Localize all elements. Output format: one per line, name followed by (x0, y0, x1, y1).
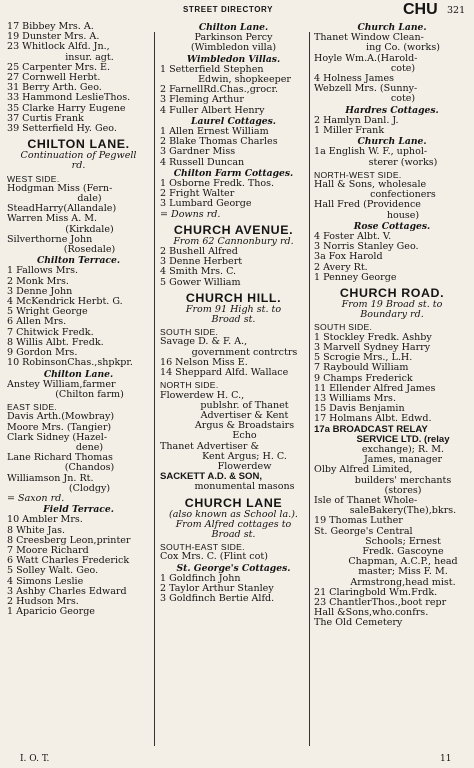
directory-entry: 3 Marvell Sydney Harry (314, 341, 431, 353)
entry-continuation: Kent Argus; H. C. (202, 450, 287, 462)
directory-entry: Hodgman Miss (Fern- (7, 182, 113, 194)
cross-street: = Downs rd. (160, 208, 221, 220)
entry-continuation: James, manager (363, 454, 443, 466)
street-heading: CHILTON LANE. (27, 137, 130, 152)
directory-entry: 2 Hamlyn Danl. J. (314, 114, 399, 126)
entry-continuation: government contrctrs (191, 346, 298, 358)
directory-entry: Hall & Sons, wholesale (314, 179, 427, 191)
centered-entry: Parkinson Percy (194, 32, 273, 44)
directory-entry: 1 Miller Frank (314, 125, 385, 137)
entry-continuation: Fredk. Gascoyne (362, 545, 444, 557)
entry-continuation: master; Miss F. M. (358, 566, 448, 578)
directory-entry: 14 Sheppard Alfd. Wallace (160, 367, 289, 379)
directory-entry: Isle of Thanet Whole- (314, 494, 418, 506)
directory-entry: 3 Gardner Miss (160, 146, 236, 158)
directory-entry: Cox Mrs. C. (Flint cot) (160, 551, 268, 563)
entry-continuation: dene) (75, 441, 104, 453)
street-description: Broad st. (211, 314, 256, 326)
directory-entry: 17 Holmans Albt. Edwd. (314, 413, 432, 425)
directory-entry: 31 Berry Arth. Geo. (7, 82, 102, 94)
page-header (0, 0, 474, 22)
street-heading: CHURCH AVENUE. (173, 222, 294, 237)
section-heading: Wimbledon Villas. (186, 53, 281, 65)
entry-continuation: exchange); R. M. (361, 443, 445, 455)
section-heading: St. George's Cottages. (176, 562, 291, 574)
directory-entry: 1 Goldfinch John (160, 572, 241, 584)
section-heading: Chilton Lane. (198, 22, 269, 33)
entry-continuation: Edwin, shopkeeper (198, 74, 291, 86)
side-label: NORTH-WEST SIDE. (314, 169, 402, 180)
directory-entry: 9 Champs Frederick (314, 372, 413, 384)
advertiser-entry: 17a BROADCAST RELAY (314, 423, 428, 435)
street-description: From 91 High st. to (185, 303, 282, 315)
directory-entry: Lane Richard Thomas (7, 452, 113, 464)
directory-entry: 1a English W. F., uphol- (314, 146, 428, 158)
directory-entry: 1 Setterfield Stephen (160, 63, 264, 75)
directory-entry: 2 Bushell Alfred (160, 246, 238, 258)
directory-entry: 8 White Jas. (7, 524, 66, 536)
centered-entry: (Wimbledon villa) (190, 42, 277, 54)
directory-entry: 3 Ashby Charles Edward (7, 585, 127, 597)
entry-continuation: Schools; Ernest (365, 535, 441, 547)
directory-entry: 35 Clarke Harry Eugene (7, 102, 126, 114)
directory-entry: 7 Chitwick Fredk. (7, 326, 94, 338)
directory-entry: 2 Fright Walter (160, 188, 235, 200)
entry-continuation: confectioners (370, 189, 436, 201)
directory-entry: 1 Penney George (314, 271, 397, 283)
entry-continuation: (Chilton farm) (55, 388, 124, 400)
directory-entry: 6 Allen Mrs. (7, 316, 67, 328)
footer-left-mark: I. O. T. (20, 754, 50, 764)
directory-entry: 3 Lumbard George (160, 198, 252, 210)
entry-continuation: cote) (390, 93, 416, 105)
directory-entry: 3 Fleming Arthur (160, 94, 244, 106)
directory-entry: Thanet Advertiser & (160, 440, 260, 452)
entry-continuation: cote) (390, 62, 416, 74)
directory-entry: 10 RobinsonChas.,shpkpr. (7, 357, 133, 369)
directory-entry: 21 Claringbold Wm.Frdk. (314, 586, 438, 598)
section-heading: Laurel Cottages. (191, 115, 276, 127)
directory-entry: SteadHarry(Allandale) (7, 203, 117, 215)
directory-entry: 13 Williams Mrs. (314, 392, 396, 404)
section-heading: Chilton Lane. (43, 368, 114, 380)
footer-right-mark: 11 (440, 754, 452, 764)
directory-entry: 1 Stockley Fredk. Ashby (314, 331, 432, 343)
street-heading: CHURCH ROAD. (339, 286, 445, 301)
directory-entry: Savage D. & F. A., (160, 336, 248, 348)
directory-entry: 1 Fallows Mrs. (7, 265, 79, 277)
directory-entry: 4 Holness James (314, 73, 394, 85)
directory-entry: 2 Hudson Mrs. (7, 595, 79, 607)
directory-entry: 6 Watt Charles Frederick (7, 555, 130, 567)
advertiser-entry: SACKETT A.D. & SON, (160, 471, 263, 483)
directory-column-2 (160, 22, 307, 748)
directory-entry: Moore Mrs. (Tangier) (7, 421, 112, 433)
directory-entry: 2 Monk Mrs. (7, 275, 69, 287)
directory-entry: 15 Davis Benjamin (314, 403, 405, 415)
section-heading: Field Terrace. (43, 504, 114, 516)
directory-entry: Warren Miss A. M. (7, 213, 98, 225)
street-description: From 62 Cannonbury rd. (173, 235, 294, 247)
side-label: SOUTH SIDE. (160, 327, 219, 338)
directory-entry: 3 Goldfinch Bertie Alfd. (160, 593, 275, 605)
directory-entry: 4 Simons Leslie (7, 575, 84, 587)
entry-continuation: (Rosedale) (63, 244, 116, 256)
directory-entry: 37 Curtis Frank (7, 112, 84, 124)
directory-entry: 17 Bibbey Mrs. A. (7, 22, 94, 32)
column-divider (154, 32, 155, 746)
directory-entry: Flowerdew H. C., (160, 389, 245, 401)
directory-entry: 25 Carpenter Mrs. E. (7, 61, 111, 73)
street-description: From 19 Broad st. to (341, 299, 443, 311)
directory-entry: 8 Willis Albt. Fredk. (7, 336, 104, 348)
directory-entry: 1 Allen Ernest William (160, 126, 269, 138)
directory-entry: Hall &Sons,who.confrs. (314, 607, 429, 619)
entry-continuation: (stores) (384, 484, 422, 496)
directory-entry: Clark Sidney (Hazel- (7, 431, 108, 443)
entry-continuation: Argus & Broadstairs (194, 420, 295, 432)
directory-entry: 19 Dunster Mrs. A. (7, 31, 100, 43)
side-label: WEST SIDE. (7, 173, 60, 184)
street-index-code: CHU (403, 1, 438, 18)
directory-entry: 8 Creesberg Leon,printer (7, 534, 131, 546)
directory-entry: 2 Blake Thomas Charles (160, 136, 278, 148)
directory-entry: 3 Norris Stanley Geo. (314, 241, 419, 253)
entry-continuation: Chapman, A.C.P., head (348, 556, 458, 568)
entry-continuation: builders' merchants (354, 474, 452, 486)
directory-entry: 27 Cornwell Herbt. (7, 72, 101, 84)
directory-entry: 7 Moore Richard (7, 544, 89, 556)
directory-entry: 33 Hammond LeslieThos. (7, 92, 131, 104)
entry-continuation: Advertiser & Kent (200, 409, 289, 421)
street-description: (also known as School la.). (169, 508, 298, 520)
street-description: Broad st. (211, 528, 256, 540)
entry-continuation: saleBakery(The),bkrs. (349, 505, 457, 517)
entry-continuation: (Chandos) (64, 462, 115, 474)
directory-entry: St. George's Central (314, 525, 413, 537)
directory-entry: 4 Foster Albt. V. (314, 231, 392, 243)
directory-entry: 39 Setterfield Hy. Geo. (7, 123, 117, 135)
street-description: From Alfred cottages to (175, 518, 292, 530)
directory-entry: Davis Arth.(Mowbray) (7, 411, 115, 423)
directory-entry: The Old Cemetery (314, 617, 403, 629)
directory-entry: Olby Alfred Limited, (314, 464, 413, 476)
directory-entry: Hoyle Wm.A.(Harold- (314, 52, 418, 64)
directory-entry: 1 Osborne Fredk. Thos. (160, 178, 275, 190)
entry-continuation: Echo (232, 430, 257, 442)
directory-entry: 5 Solley Walt. Geo. (7, 565, 99, 577)
directory-entry: 3a Fox Harold (314, 251, 383, 263)
section-heading: Hardres Cottages. (345, 104, 439, 116)
side-label: EAST SIDE. (7, 402, 58, 413)
directory-entry: Webzell Mrs. (Sunny- (314, 83, 418, 95)
section-heading: Rose Cottages. (353, 220, 431, 232)
entry-continuation: Armstrong,head mist. (350, 576, 456, 588)
section-heading: Chilton Farm Cottages. (173, 167, 294, 179)
directory-column-1 (7, 22, 150, 748)
cross-street: = Saxon rd. (7, 492, 65, 504)
street-description: Boundary rd. (360, 309, 424, 321)
directory-entry: 4 Russell Duncan (160, 156, 245, 168)
page-footer (0, 752, 474, 766)
directory-entry: Silverthorne John (7, 233, 93, 245)
directory-entry: 7 Raybould William (314, 362, 409, 374)
directory-entry: 2 Avery Rt. (314, 261, 368, 273)
directory-entry: 2 FarnellRd.Chas.,grocr. (160, 84, 279, 96)
directory-entry: 5 Wright George (7, 306, 88, 318)
directory-entry: 5 Gower William (160, 276, 241, 288)
directory-entry: 16 Nelson Miss E. (160, 356, 248, 368)
entry-continuation: publshr. of Thanet (200, 399, 289, 411)
directory-entry: 3 Denne John (7, 285, 73, 297)
section-heading: Chilton Terrace. (36, 255, 121, 267)
entry-continuation: insur. agt. (65, 51, 114, 63)
directory-entry: 23 ChantlerThos.,boot repr (314, 596, 447, 608)
running-title: STREET DIRECTORY (183, 5, 274, 14)
entry-continuation: sterer (works) (368, 156, 438, 168)
side-label: NORTH SIDE. (160, 380, 219, 391)
entry-continuation: dale) (77, 193, 102, 205)
directory-entry: 3 Denne Herbert (160, 256, 243, 268)
advertiser-continuation: SERVICE LTD. (relay (356, 433, 450, 445)
directory-entry: Thanet Window Clean- (314, 32, 424, 44)
directory-entry: 5 Scrogie Mrs., L.H. (314, 352, 413, 364)
directory-entry: 1 Aparicio George (7, 606, 95, 618)
directory-entry: 4 Smith Mrs. C. (160, 266, 237, 278)
entry-continuation: monumental masons (194, 481, 295, 493)
directory-entry: 9 Gordon Mrs. (7, 347, 78, 359)
entry-continuation: ing Co. (works) (366, 42, 440, 54)
street-description: Continuation of Pegwell (20, 150, 137, 162)
street-heading: CHURCH LANE (184, 495, 283, 510)
directory-entry: Hall Fred (Providence (314, 199, 421, 211)
directory-entry: Williamson Jn. Rt. (7, 472, 94, 484)
directory-entry: 4 McKendrick Herbt. G. (7, 296, 123, 308)
directory-entry: 11 Ellender Alfred James (314, 382, 436, 394)
section-heading: Church Lane. (357, 22, 427, 33)
directory-entry: 23 Whitlock Alfd. Jn., (7, 41, 110, 53)
side-label: SOUTH-EAST SIDE. (160, 542, 245, 553)
directory-entry: Anstey William,farmer (7, 378, 116, 390)
directory-entry: 19 Thomas Luther (314, 515, 403, 527)
directory-entry: 10 Ambler Mrs. (7, 514, 83, 526)
side-label: SOUTH SIDE. (314, 322, 373, 333)
page-number: 321 (447, 5, 466, 16)
directory-entry: 4 Fuller Albert Henry (160, 104, 265, 116)
entry-continuation: (Clodgy) (68, 482, 111, 494)
street-description: rd. (71, 160, 86, 172)
section-heading: Church Lane. (357, 136, 427, 148)
column-divider (309, 32, 310, 746)
entry-continuation: (Kirkdale) (65, 223, 114, 235)
entry-continuation: Flowerdew (217, 460, 272, 472)
directory-column-3 (314, 22, 470, 748)
street-heading: CHURCH HILL. (185, 290, 282, 305)
entry-continuation: house) (386, 209, 420, 221)
directory-entry: 2 Taylor Arthur Stanley (160, 582, 274, 594)
